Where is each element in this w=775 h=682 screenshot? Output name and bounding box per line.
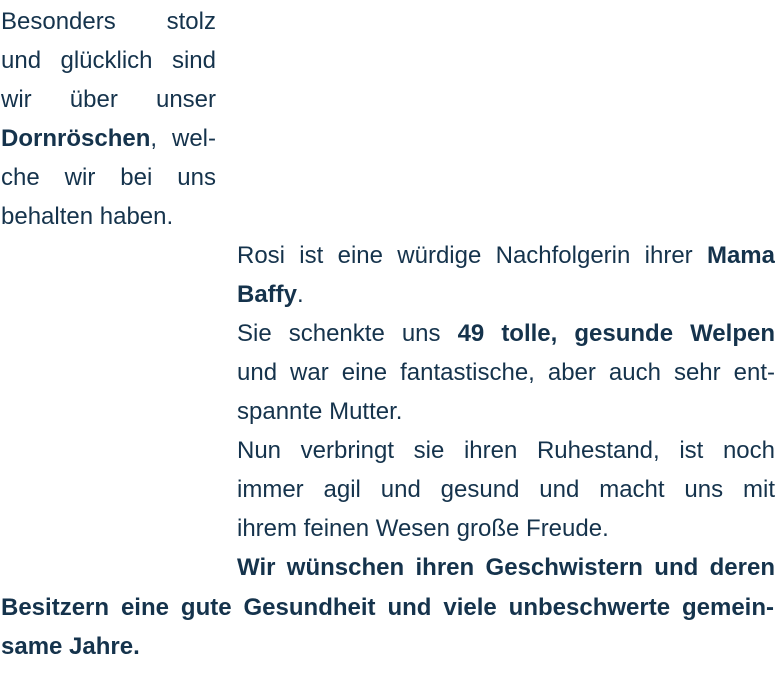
text-line	[1, 158, 216, 197]
text-segment: und war eine fantastische, aber auch sehr ent-	[237, 359, 775, 386]
text-segment: und glücklich sind	[1, 47, 216, 74]
text-line	[1, 588, 774, 627]
text-segment: ihrem feinen Wesen große Freude.	[237, 515, 609, 542]
text-line	[237, 548, 775, 587]
text-segment: behalten haben.	[1, 203, 174, 230]
text-segment: wir über unser	[1, 86, 216, 113]
text-line	[1, 80, 216, 119]
text-segment: Besitzern eine gute Gesundheit und viele unbeschwerte gemein-	[1, 594, 774, 621]
text-segment: , wel-	[150, 125, 216, 152]
text-line	[237, 353, 775, 392]
text-segment: Baffy	[237, 281, 298, 308]
text-line	[237, 470, 775, 509]
text-segment: Besonders stolz	[1, 8, 216, 35]
text-line	[237, 509, 775, 548]
text-line	[1, 41, 216, 80]
text-line	[1, 197, 216, 236]
closing-paragraph	[1, 588, 774, 666]
text-segment: Sie schenkte uns	[237, 320, 458, 347]
text-segment: Dornröschen	[1, 125, 151, 152]
text-line	[1, 2, 216, 41]
text-line	[1, 119, 216, 158]
text-segment: Wir wünschen ihren Geschwistern und deren	[237, 554, 775, 581]
text-line	[237, 275, 775, 314]
text-line	[1, 627, 774, 666]
text-segment: same Jahre.	[1, 633, 140, 660]
text-segment: che wir bei uns	[1, 164, 216, 191]
text-segment: spannte Mutter.	[237, 398, 403, 425]
text-segment: Mama	[706, 242, 775, 269]
text-segment: Nun verbringt sie ihren Ruhestand, ist noch	[237, 437, 775, 464]
text-line	[237, 314, 775, 353]
text-segment: 49 tolle, gesunde Welpen	[457, 320, 775, 347]
main-paragraph	[237, 236, 775, 587]
text-line	[237, 236, 775, 275]
text-segment: .	[297, 281, 304, 308]
intro-paragraph	[1, 2, 216, 236]
text-segment: Rosi ist eine würdige Nachfolgerin ihrer	[237, 242, 707, 269]
text-segment: immer agil und gesund und macht uns mit	[237, 476, 775, 503]
text-line	[237, 392, 775, 431]
text-line	[237, 431, 775, 470]
